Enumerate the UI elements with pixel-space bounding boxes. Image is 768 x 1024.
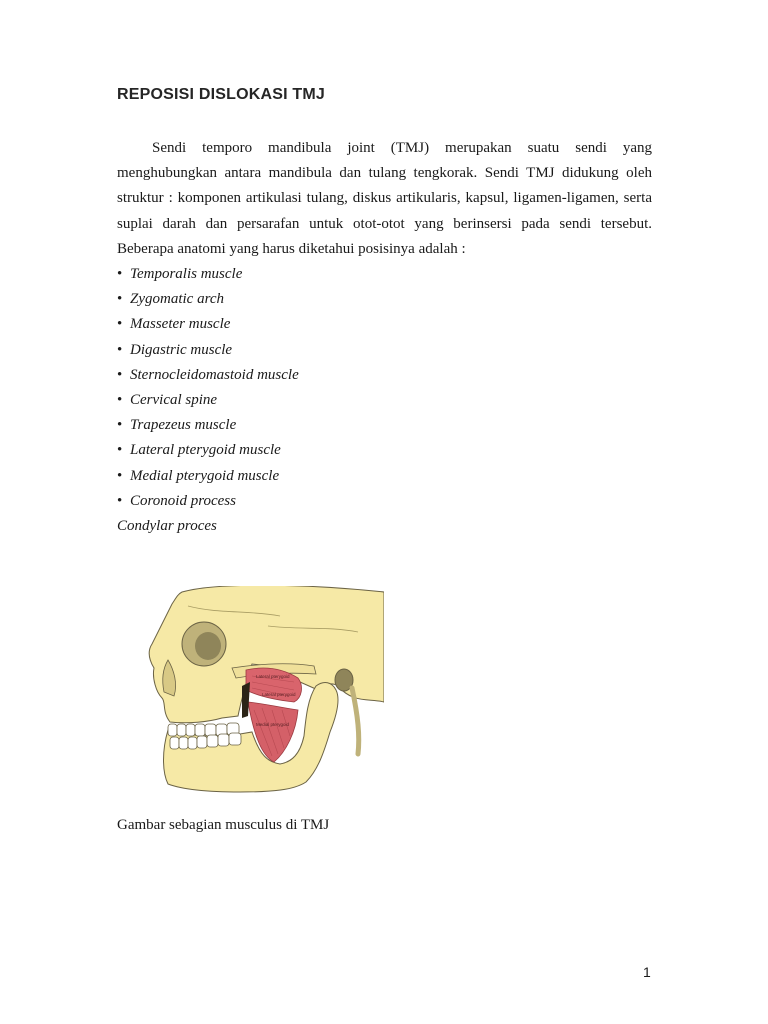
figure-label-1: Lateral pterygoid [256, 674, 290, 679]
list-item-label: Digastric muscle [130, 341, 233, 358]
bullet-icon: • [117, 492, 123, 509]
list-item [117, 489, 652, 514]
list-item [117, 262, 652, 287]
list-item [117, 388, 652, 413]
list-item-label: Masseter muscle [130, 316, 231, 333]
figure-caption: Gambar sebagian musculus di TMJ [117, 817, 330, 833]
bullet-icon: • [117, 442, 123, 459]
bullet-icon: • [117, 392, 123, 409]
bullet-icon: • [117, 266, 123, 282]
list-item [117, 438, 652, 463]
upper-teeth [168, 723, 239, 736]
anatomy-list [117, 262, 652, 514]
bullet-icon: • [117, 467, 123, 484]
bullet-icon: • [117, 417, 123, 434]
list-item [117, 338, 652, 363]
condylar-line: Condylar proces [117, 518, 217, 534]
figure-label-3: Medial pterygoid [256, 722, 290, 727]
page-number: 1 [643, 964, 651, 980]
list-item [117, 312, 652, 337]
list-item [117, 464, 652, 489]
orbit-shadow [195, 632, 221, 660]
figure-label-2: Lateral pterygoid [262, 692, 296, 697]
list-item [117, 287, 652, 312]
skull-tmj-illustration [148, 586, 384, 796]
list-item-label: Medial pterygoid muscle [130, 467, 280, 484]
bullet-icon: • [117, 291, 123, 308]
list-item-label: Trapezeus muscle [130, 417, 237, 434]
list-item-label: Temporalis muscle [130, 266, 243, 282]
bullet-icon: • [117, 316, 123, 333]
list-item [117, 363, 652, 388]
intro-paragraph: Sendi temporo mandibula joint (TMJ) merupakan suatu sendi yang menghubungkan antara mandibula dan tulang tengkorak. Sendi TMJ didukung oleh struktur : komponen artikulasi tulang, diskus artikularis, kapsul, ligamen-ligamen, serta suplai darah dan persarafan untuk otot-otot yang berinsersi pada sendi tersebut. Beberapa anatomi yang harus diketahui posisinya adalah : [117, 140, 652, 257]
bullet-icon: • [117, 341, 123, 358]
list-item [117, 413, 652, 438]
pterygoid-plate [242, 682, 250, 718]
list-item-label: Cervical spine [130, 392, 218, 409]
list-item-label: Lateral pterygoid muscle [130, 442, 281, 459]
bullet-icon: • [117, 366, 123, 383]
list-item-label: Sternocleidomastoid muscle [130, 366, 299, 383]
document-title: REPOSISI DISLOKASI TMJ [117, 86, 325, 103]
list-item-label: Coronoid process [130, 492, 236, 509]
list-item-label: Zygomatic arch [130, 291, 225, 308]
